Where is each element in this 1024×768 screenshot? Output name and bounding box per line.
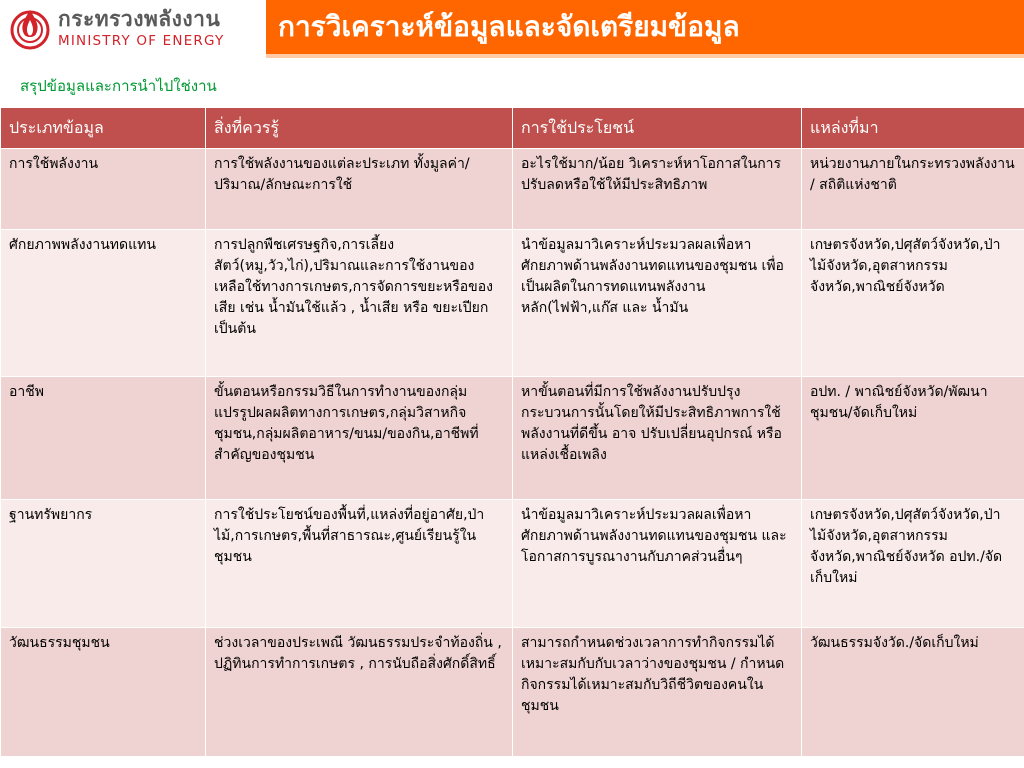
cell-data-type: การใช้พลังงาน bbox=[1, 149, 206, 230]
section-subtitle: สรุปข้อมูลและการนำไปใช่งาน bbox=[20, 77, 217, 95]
cell-usage: อะไรใช้มาก/น้อย วิเคราะห์หาโอกาสในการปรับลดหรือใช้ให้มีประสิทธิภาพ bbox=[513, 149, 802, 230]
title-underline bbox=[266, 54, 1024, 58]
table-row bbox=[1, 628, 1024, 757]
cell-data-type: ฐานทรัพยากร bbox=[1, 500, 206, 628]
table-row bbox=[1, 377, 1024, 500]
column-header-should-know: สิ่งที่ควรรู้ bbox=[206, 108, 513, 149]
cell-usage: นำข้อมูลมาวิเคราะห์ประมวลผลเพื่อหาศักยภาพด้านพลังงานทดแทนของชุมชน และ โอกาสการบูรณางานกับภาคส่วนอื่นๆ bbox=[513, 500, 802, 628]
column-header-data-type: ประเภทข้อมูล bbox=[1, 108, 206, 149]
cell-source: เกษตรจังหวัด,ปศุสัตว์จังหวัด,ป่าไม้จังหวัด,อุตสาหกรรมจังหวัด,พาณิชย์จังหวัด bbox=[802, 230, 1024, 377]
table-header-row bbox=[1, 108, 1024, 149]
title-bar bbox=[266, 0, 1024, 54]
cell-source: วัฒนธรรมจังวัด./จัดเก็บใหม่ bbox=[802, 628, 1024, 757]
page-title: การวิเคราะห์ข้อมูลและจัดเตรียมข้อมูล bbox=[278, 10, 740, 43]
energy-flame-icon bbox=[8, 6, 52, 50]
cell-source: หน่วยงานภายในกระทรวงพลังงาน / สถิติแห่งชาติ bbox=[802, 149, 1024, 230]
cell-should-know: ขั้นตอนหรือกรรมวิธีในการทำงานของกลุ่มแปรรูปผลผลิตทางการเกษตร,กลุ่มวิสาหกิจชุมชน,กลุ่มผลิตอาหาร/ขนม/ของกิน,อาชีพที่สำคัญของชุมชน bbox=[206, 377, 513, 500]
cell-data-type: ศักยภาพพลังงานทดแทน bbox=[1, 230, 206, 377]
cell-usage: หาขั้นตอนที่มีการใช้พลังงานปรับปรุงกระบวนการนั้นโดยให้มีประสิทธิภาพการใช้พลังงานที่ดีขึ้น อาจ ปรับเปลี่ยนอุปกรณ์ หรือแหล่งเชื้อเพลิง bbox=[513, 377, 802, 500]
cell-source: อปท. / พาณิชย์จังหวัด/พัฒนาชุมชน/จัดเก็บใหม่ bbox=[802, 377, 1024, 500]
cell-usage: สามารถกำหนดช่วงเวลาการทำกิจกรรมได้เหมาะสมกับกับเวลาว่างของชุมชน / กำหนดกิจกรรมได้เหมาะสมกับวิถีชีวิตของคนในชุมชน bbox=[513, 628, 802, 757]
data-summary-table bbox=[0, 107, 1024, 757]
cell-should-know: ช่วงเวลาของประเพณี วัฒนธรรมประจำท้องถิ่น , ปฏิทินการทำการเกษตร , การนับถือสิ่งศักดิ์สิทธิ์ bbox=[206, 628, 513, 757]
cell-data-type: อาชีพ bbox=[1, 377, 206, 500]
table-row bbox=[1, 500, 1024, 628]
cell-should-know: การใช้พลังงานของแต่ละประเภท ทั้งมูลค่า/ปริมาณ/ลักษณะการใช้ bbox=[206, 149, 513, 230]
cell-should-know: การปลูกพืชเศรษฐกิจ,การเลี้ยงสัตว์(หมู,วัว,ไก่),ปริมาณและการใช้งานของเหลือใช้ทางการเกษตร,การจัดการขยะหรือของเสีย เช่น น้ำมันใช้แล้ว , น้ำเสีย หรือ ขยะเปียกเป็นต้น bbox=[206, 230, 513, 377]
cell-data-type: วัฒนธรรมชุมชน bbox=[1, 628, 206, 757]
ministry-name-thai: กระทรวงพลังงาน bbox=[58, 7, 221, 31]
table-row bbox=[1, 149, 1024, 230]
column-header-source: แหล่งที่มา bbox=[802, 108, 1024, 149]
ministry-logo[interactable] bbox=[0, 0, 262, 58]
cell-should-know: การใช้ประโยชน์ของพื้นที่,แหล่งที่อยู่อาศัย,ป่าไม้,การเกษตร,พื้นที่สาธารณะ,ศูนย์เรียนรู้ในชุมชน bbox=[206, 500, 513, 628]
cell-usage: นำข้อมูลมาวิเคราะห์ประมวลผลเพื่อหาศักยภาพด้านพลังงานทดแทนของชุมชน เพื่อเป็นผลิตในการทดแทนพลังงานหลัก(ไฟฟ้า,แก๊ส และ น้ำมัน bbox=[513, 230, 802, 377]
ministry-name-english: MINISTRY OF ENERGY bbox=[58, 33, 225, 49]
cell-source: เกษตรจังหวัด,ปศุสัตว์จังหวัด,ป่าไม้จังหวัด,อุตสาหกรรมจังหวัด,พาณิชย์จังหวัด อปท./จัดเก็บใหม่ bbox=[802, 500, 1024, 628]
column-header-usage: การใช้ประโยชน์ bbox=[513, 108, 802, 149]
header bbox=[0, 0, 1024, 58]
table-row bbox=[1, 230, 1024, 377]
